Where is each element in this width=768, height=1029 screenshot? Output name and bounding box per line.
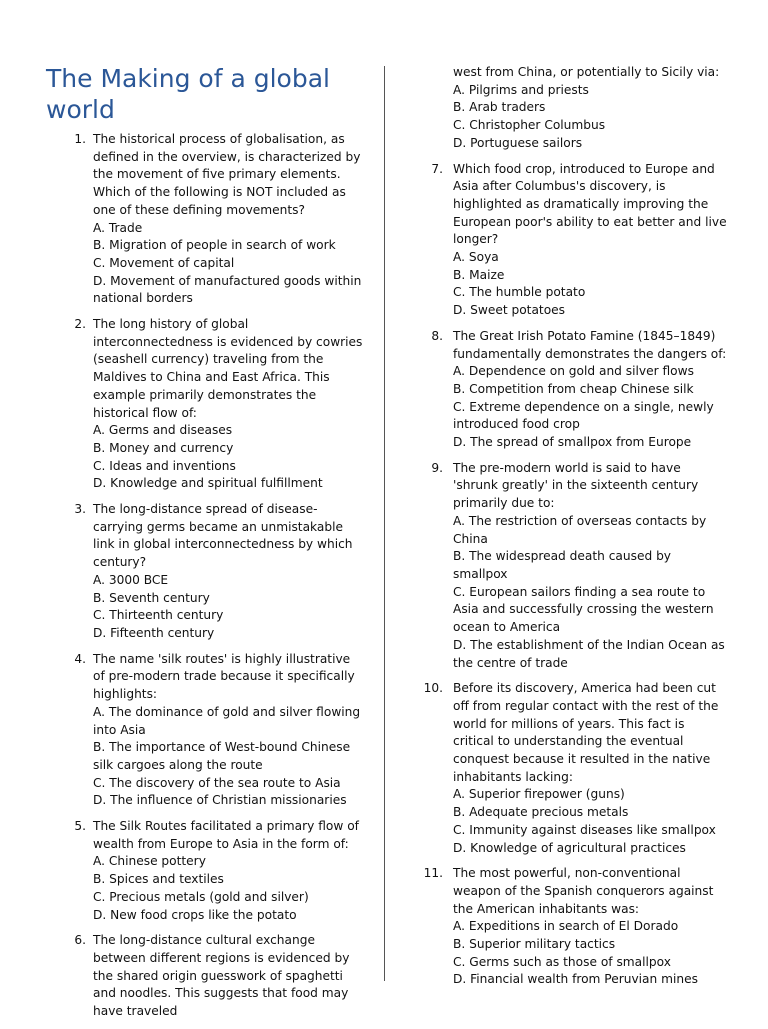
answer-option: C. Immunity against diseases like smallpox	[453, 822, 716, 837]
answer-option: C. Precious metals (gold and silver)	[93, 889, 309, 904]
question-item	[46, 501, 364, 643]
answer-option: D. Sweet potatoes	[453, 303, 566, 318]
answer-option: A. Chinese pottery	[93, 854, 206, 869]
answer-option: C. Extreme dependence on a single, newly introduced food crop	[453, 399, 714, 432]
question-number: 11 .	[419, 865, 443, 883]
answer-option: A. Expeditions in search of El Dorado	[453, 919, 679, 934]
question-item	[46, 818, 364, 924]
answer-option: D. Knowledge of agricultural practices	[453, 840, 686, 855]
answer-option: D. Fifteenth century	[93, 625, 215, 640]
question-text: The most powerful, non-conventional weapon of the Spanish conquerors against the American inhabitants was:	[453, 866, 714, 916]
option: C. Christopher Columbus	[453, 118, 606, 133]
answer-option: B. Seventh century	[93, 590, 210, 605]
question-number: 4 .	[62, 651, 86, 669]
answer-option: B. Maize	[453, 267, 505, 282]
question-number: 8 .	[419, 328, 443, 346]
question-item	[46, 131, 364, 308]
continuation-text: west from China, or potentially to Sicily via:	[453, 65, 720, 79]
answer-option: B. Migration of people in search of work	[93, 238, 336, 253]
question-6-continuation	[425, 64, 727, 153]
answer-option: D. Financial wealth from Peruvian mines	[453, 972, 698, 987]
question-text: The name 'silk routes' is highly illustrative of pre-modern trade because it specifically highlights:	[93, 651, 355, 702]
answer-option: A. Soya	[453, 250, 499, 265]
question-item	[46, 651, 364, 810]
option: B. Arab traders	[453, 100, 546, 115]
answer-option: C. Germs such as those of smallpox	[453, 954, 671, 969]
question-item	[425, 680, 727, 857]
answer-option: B. Adequate precious metals	[453, 805, 629, 820]
question-text: Before its discovery, America had been cut off from regular contact with the rest of the world for millions of years. This fact is critical to understanding the eventual conquest because it resulted in the native inhabitants lacking:	[453, 681, 719, 784]
answer-option: B. Competition from cheap Chinese silk	[453, 381, 694, 396]
right-column	[425, 64, 727, 997]
option: D. Portuguese sailors	[453, 135, 583, 150]
answer-option: A. Germs and diseases	[93, 423, 233, 438]
answer-option: C. Thirteenth century	[93, 608, 224, 623]
answer-option: C. Ideas and inventions	[93, 458, 236, 473]
question-number: 7 .	[419, 161, 443, 179]
answer-option: A. Trade	[93, 220, 143, 235]
question-text: The long history of global interconnectedness is evidenced by cowries (seashell currency) traveling from the Maldives to China and East Africa. This example primarily demonstrates the historical flow of:	[93, 317, 363, 420]
question-number: 10 .	[419, 680, 443, 698]
answer-option: A. The restriction of overseas contacts by China	[453, 513, 707, 546]
answer-option: A. 3000 BCE	[93, 572, 169, 587]
answer-option: C. The humble potato	[453, 285, 586, 300]
question-number: 5 .	[62, 818, 86, 836]
right-question-list	[425, 161, 727, 990]
answer-option: B. Superior military tactics	[453, 937, 616, 952]
column-divider	[384, 66, 385, 981]
question-text: The historical process of globalisation, as defined in the overview, is characterized by the movement of five primary elements. Which of the following is NOT included as one of these defining movements?	[93, 132, 361, 217]
question-item	[425, 161, 727, 320]
question-number: 2 .	[62, 316, 86, 334]
option: A. Pilgrims and priests	[453, 82, 589, 97]
answer-option: A. The dominance of gold and silver flowing into Asia	[93, 704, 361, 737]
question-number: 6 .	[62, 932, 86, 950]
question-item	[46, 316, 364, 493]
question-text: The Great Irish Potato Famine (1845–1849) fundamentally demonstrates the dangers of:	[453, 328, 727, 361]
answer-option: B. Spices and textiles	[93, 872, 224, 887]
page-title: The Making of a global world	[46, 64, 330, 124]
answer-option: B. The importance of West-bound Chinese silk cargoes along the route	[93, 740, 351, 772]
question-number: 9 .	[419, 460, 443, 478]
answer-option: D. The influence of Christian missionaries	[93, 793, 347, 808]
answer-option: B. The widespread death caused by smallpox	[453, 549, 672, 581]
answer-option: D. Knowledge and spiritual fulfillment	[93, 476, 323, 491]
answer-option: A. Dependence on gold and silver flows	[453, 364, 694, 379]
answer-option: D. The spread of smallpox from Europe	[453, 435, 692, 450]
answer-option: B. Money and currency	[93, 440, 234, 455]
left-question-list	[46, 131, 364, 1029]
question-text: The Silk Routes facilitated a primary flow of wealth from Europe to Asia in the form of:	[93, 819, 359, 851]
answer-option: D. New food crops like the potato	[93, 907, 297, 922]
question-item	[425, 865, 727, 989]
question-text: The pre-modern world is said to have 'shrunk greatly' in the sixteenth century primarily due to:	[453, 460, 699, 511]
question-text: The long-distance cultural exchange between different regions is evidenced by the shared origin guesswork of spaghetti and noodles. This suggests that food may have traveled	[93, 933, 350, 1019]
question-item	[425, 328, 727, 452]
question-item	[46, 932, 364, 1021]
answer-option: D. The establishment of the Indian Ocean as the centre of trade	[453, 637, 725, 670]
answer-option: C. European sailors finding a sea route to Asia and successfully crossing the western ocean to America	[453, 584, 714, 635]
answer-option: C. The discovery of the sea route to Asia	[93, 775, 341, 790]
question-item	[425, 460, 727, 672]
answer-option: D. Movement of manufactured goods within national borders	[93, 273, 362, 306]
answer-option: A. Superior firepower (guns)	[453, 787, 625, 802]
question-number: 1 .	[62, 131, 86, 149]
question-text: Which food crop, introduced to Europe and Asia after Columbus's discovery, is highlighted as dramatically improving the European poor's ability to eat better and live longer?	[453, 161, 727, 247]
question-text: The long-distance spread of disease-carrying germs became an unmistakable link in global interconnectedness by which century?	[93, 502, 353, 570]
question-number: 3 .	[62, 501, 86, 519]
answer-option: C. Movement of capital	[93, 255, 235, 270]
